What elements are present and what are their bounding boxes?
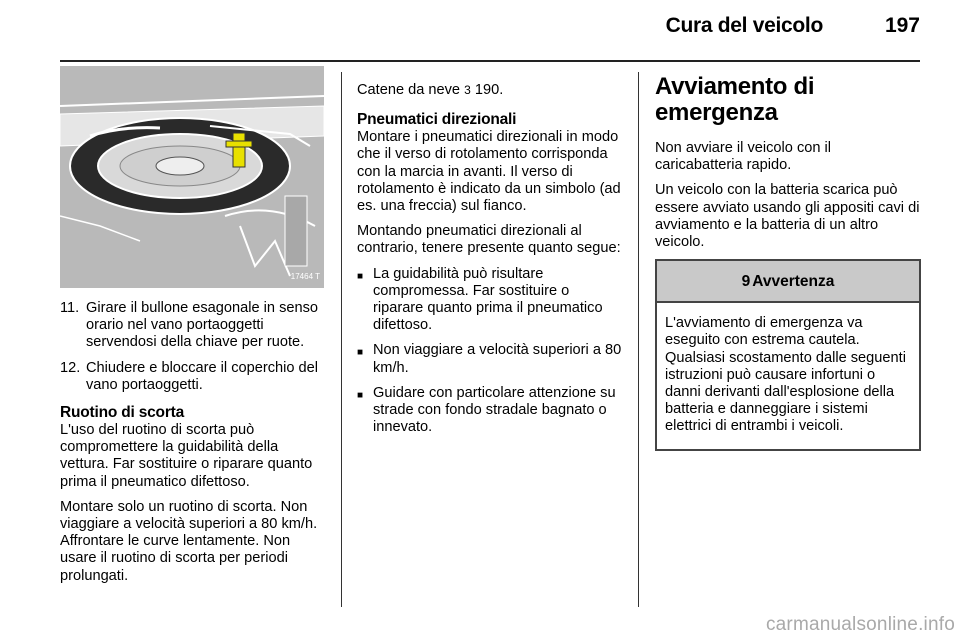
step-list: [60, 300, 324, 394]
list-item: [357, 385, 623, 437]
list-item: [60, 360, 324, 394]
list-item: [60, 300, 324, 352]
column-3: [655, 74, 921, 451]
column-divider-2: [638, 72, 639, 607]
paragraph: L'uso del ruotino di scorta può compromettere la guidabilità della vettura. Far sostituire o riparare quanto prima il pneumatico difettoso.: [60, 422, 313, 490]
step-text: Chiudere e bloccare il coperchio del vano portaoggetti.: [86, 359, 319, 393]
section-heading-directional-tyres: Pneumatici direzionali: [357, 111, 517, 129]
bullet-text: Guidare con particolare attenzione su strade con fondo stradale bagnato o innevato.: [373, 384, 616, 436]
warning-triangle-icon: 9: [741, 272, 751, 290]
chapter-title: Cura del veicolo: [665, 14, 823, 37]
bullet-square-icon: ■: [357, 347, 364, 359]
watermark: carmanualsonline.info: [765, 614, 955, 635]
step-text: Girare il bullone esagonale in senso orario nel vano portaoggetti servendosi della chiave per ruote.: [86, 300, 319, 351]
section-heading-emergency-start: Avviamento di emergenza: [655, 73, 815, 126]
page-number: 197: [884, 14, 920, 37]
warning-title: Avvertenza: [752, 272, 835, 290]
bullet-text: Non viaggiare a velocità superiori a 80 km/h.: [373, 342, 622, 376]
header-rule: [60, 60, 920, 62]
paragraph: Non avviare il veicolo con il caricabatteria rapido.: [655, 140, 832, 174]
paragraph: Montare solo un ruotino di scorta. Non viaggiare a velocità superiori a 80 km/h. Affrontare le curve lentamente. Non usare il ruotino di scorta per periodi prolungati.: [60, 498, 318, 584]
reference-text: Catene da neve: [357, 82, 461, 98]
snow-chains-reference: [357, 82, 623, 99]
reference-page-link[interactable]: 190.: [474, 82, 504, 98]
bullet-square-icon: ■: [357, 389, 364, 401]
section-heading-spare-wheel: Ruotino di scorta: [60, 404, 185, 422]
spare-tyre-illustration: [60, 66, 324, 288]
column-2: [357, 82, 623, 444]
list-item: [357, 342, 623, 376]
warning-header: [657, 261, 919, 303]
step-number: 11.: [60, 300, 80, 316]
step-number: 12.: [60, 359, 81, 376]
list-item: [357, 266, 623, 335]
bullet-list: [357, 266, 623, 437]
column-divider-1: [341, 72, 342, 607]
warning-box: [655, 259, 921, 450]
cross-reference-icon: 3: [464, 83, 471, 97]
paragraph: Montare i pneumatici direzionali in modo che il verso di rotolamento corrisponda con la marcia in avanti. Il verso di rotolamento è indicato da un simbolo (ad es. una freccia) sul fianco.: [357, 129, 621, 215]
paragraph: Un veicolo con la batteria scarica può essere avviato usando gli appositi cavi di avviamento e la batteria di un altro veicolo.: [655, 182, 920, 251]
figure-label: 17464 T: [290, 271, 320, 281]
bullet-text: La guidabilità può risultare compromessa. Far sostituire o riparare quanto prima il pneumatico difettoso.: [373, 265, 603, 334]
hex-bolt-highlight: [233, 133, 245, 167]
bullet-square-icon: ■: [357, 270, 364, 282]
spare-tyre-figure: [60, 66, 324, 288]
paragraph: Montando pneumatici direzionali al contrario, tenere presente quanto segue:: [357, 223, 621, 257]
warning-text: L'avviamento di emergenza va eseguito con estrema cautela. Qualsiasi scostamento dalle seguenti istruzioni può causare infortuni o danni derivanti dall'esplosione della batteria e danneggiare i sistemi elettrici di entrambi i veicoli.: [665, 315, 906, 435]
column-1: [60, 66, 324, 593]
